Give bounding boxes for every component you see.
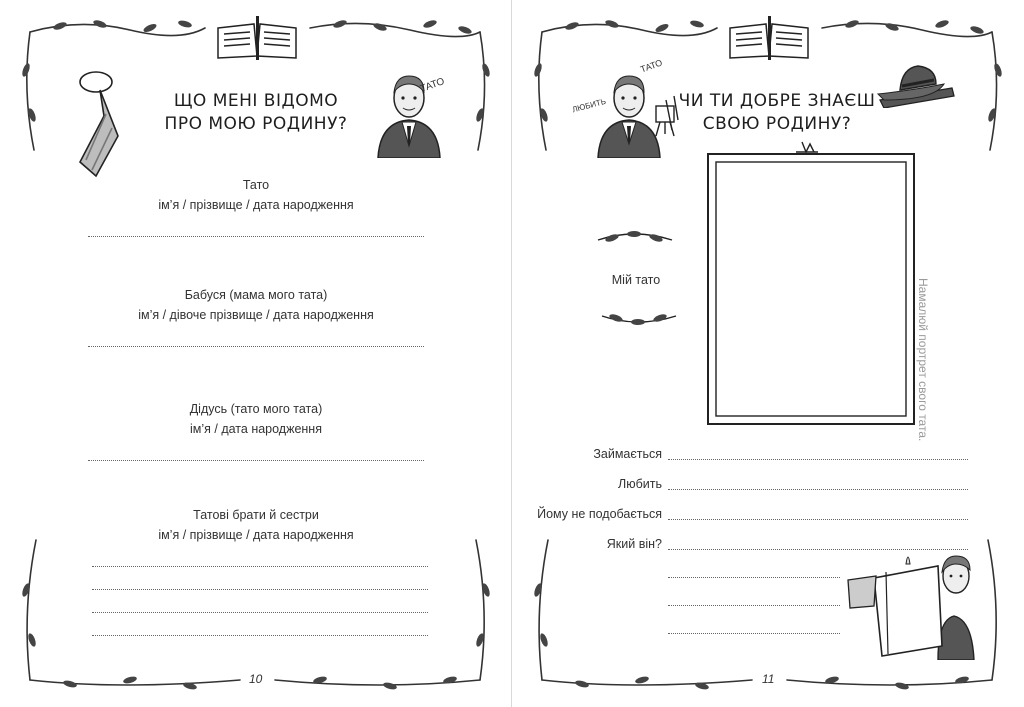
field-label-likes: Любить xyxy=(618,477,662,491)
write-line[interactable] xyxy=(88,460,424,461)
section-heading: Бабуся (мама мого тата) xyxy=(184,288,328,302)
vine-ornament-icon xyxy=(594,226,676,252)
field-label-dislikes: Йому не подобається xyxy=(537,507,662,521)
dislikes-line[interactable] xyxy=(668,519,968,520)
hat-icon xyxy=(874,60,958,108)
write-line[interactable] xyxy=(88,236,424,237)
write-line[interactable] xyxy=(92,566,428,567)
likes-line[interactable] xyxy=(668,489,968,490)
section-fields: ім’я / дівоче прізвище / дата народження xyxy=(138,308,374,322)
page-title xyxy=(150,90,362,136)
drawing-hint: Намалюй портрет свого тата. xyxy=(916,278,930,442)
portrait-frame[interactable] xyxy=(702,140,920,430)
portrait-caption: Мій тато xyxy=(611,273,661,287)
title-line-1: ЧИ ТИ ДОБРЕ ЗНАЄШ xyxy=(678,91,876,111)
write-line[interactable] xyxy=(88,346,424,347)
book-icon xyxy=(214,14,300,64)
vine-ornament-icon xyxy=(598,304,680,330)
write-line[interactable] xyxy=(92,612,428,613)
doodle-tato: ТАТО xyxy=(638,57,664,75)
title-line-2: ПРО МОЮ РОДИНУ? xyxy=(164,114,348,134)
section-heading: Тато xyxy=(242,178,270,192)
book-icon xyxy=(726,14,812,64)
section-fields: ім’я / прізвище / дата народження xyxy=(158,528,354,542)
dad-with-board-icon xyxy=(838,546,978,660)
doodle-liubyt: ЛЮБИТЬ xyxy=(571,96,607,115)
section-fields: ім’я / прізвище / дата народження xyxy=(158,198,354,212)
write-line[interactable] xyxy=(668,577,840,578)
page-number: 10 xyxy=(249,672,263,686)
title-line-2: СВОЮ РОДИНУ? xyxy=(702,114,852,134)
page-number: 11 xyxy=(762,672,775,686)
field-label-what-is-he-like: Який він? xyxy=(606,537,662,551)
occupation-line[interactable] xyxy=(668,459,968,460)
write-line[interactable] xyxy=(92,589,428,590)
section-fields: ім’я / дата народження xyxy=(190,422,322,436)
field-label-occupation: Займається xyxy=(593,447,662,461)
write-line[interactable] xyxy=(668,605,840,606)
section-heading: Дідусь (тато мого тата) xyxy=(189,402,323,416)
tie-icon xyxy=(66,66,136,182)
page-title xyxy=(672,90,882,136)
section-heading: Татові брати й сестри xyxy=(193,508,319,522)
portrait-tag: ТАТО xyxy=(418,76,447,95)
write-line[interactable] xyxy=(668,633,840,634)
right-page xyxy=(512,0,1024,707)
title-line-1: ЩО МЕНІ ВІДОМО xyxy=(173,91,339,111)
write-line[interactable] xyxy=(92,635,428,636)
